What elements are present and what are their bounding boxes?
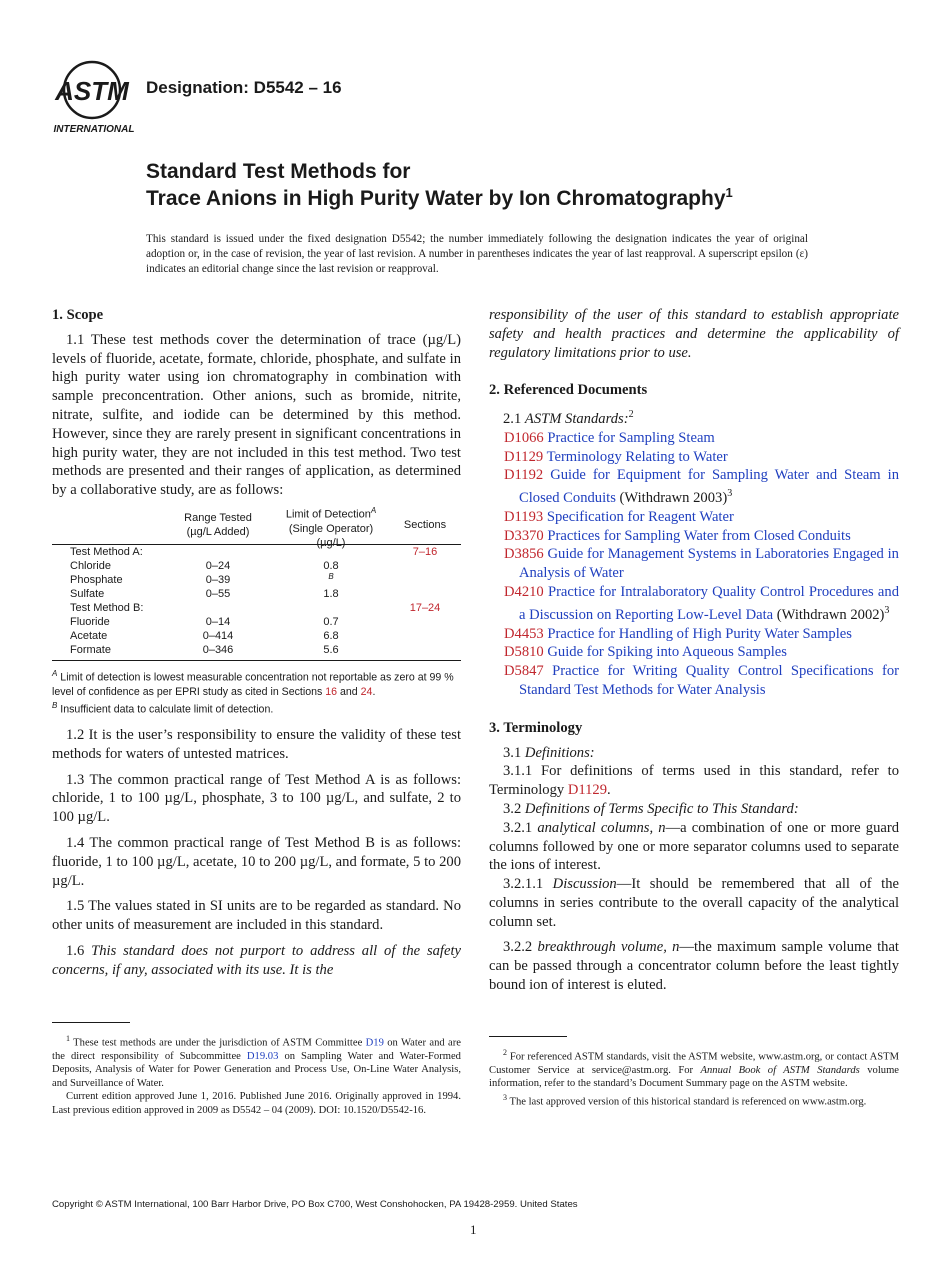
reference-code[interactable]: D5847 (504, 663, 544, 680)
footnote-3: $^3$ The last approved version of this historical standard is referenced on www.astm.org. (503, 1092, 867, 1108)
reference-title[interactable]: Practice for Intralaboratory Quality Control Procedures and a Discussion on Reporting Low-Level Data (519, 584, 900, 623)
reference-code[interactable]: D1129 (504, 448, 544, 465)
reference-item (489, 643, 899, 662)
ref-section-16[interactable]: 16 (325, 685, 338, 698)
reference-item (489, 583, 899, 624)
cell-analyte: Acetate (70, 629, 108, 642)
table-body (52, 545, 461, 657)
copyright: Copyright © ASTM International, 100 Barr Harbor Drive, PO Box C700, West Conshohocken, PA 19428-2959. United States (52, 1199, 578, 1210)
table-row (52, 601, 461, 615)
cell-analyte: Fluoride (70, 615, 110, 628)
cell-lod: 0.7 (323, 615, 339, 628)
reference-status: (Withdrawn 2003) (615, 490, 728, 507)
reference-code[interactable]: D4210 (504, 584, 544, 601)
astm-logo (52, 58, 136, 138)
page-number: 1 (470, 1222, 477, 1237)
th-range: Range Tested (µg/L Added) (184, 511, 252, 538)
para-3-1-1: 3.1.1 For definitions of terms used in this standard, refer to Terminology D1129. (489, 763, 899, 799)
reference-code[interactable]: D3856 (504, 546, 544, 563)
para-3-2-1: 3.2.1 analytical columns, n—a combination of one or more guard columns followed by one or more separator columns used to separate the ions of interest. (489, 819, 900, 874)
reference-item (489, 625, 899, 644)
cell-range: 0–55 (205, 587, 231, 600)
reference-code[interactable]: D3370 (504, 527, 544, 544)
reference-title[interactable]: Guide for Equipment for Sampling Water and Steam in Closed Conduits (519, 467, 900, 507)
cell-analyte: Phosphate (70, 573, 123, 586)
reference-item (489, 466, 899, 507)
cell-lod: 1.8 (323, 587, 339, 600)
para-1-2: 1.2 It is the user’s responsibility to ensure the validity of these test methods for waters of untested matrices. (52, 727, 461, 762)
cell-range: 0–24 (205, 559, 231, 572)
table-header (52, 505, 461, 549)
para-1-6: 1.6 This standard does not purport to address all of the safety concerns, if any, associated with its use. It is the (52, 943, 461, 978)
cell-analyte: Chloride (70, 559, 111, 572)
para-1-3: 1.3 The common practical range of Test Method A is as follows: chloride, 1 to 100 µg/L, phosphate, 3 to 100 µg/L, and sulfate, 2 to 100 µg/L. (52, 771, 461, 826)
reference-title[interactable]: Terminology Relating to Water (546, 448, 728, 465)
reference-item (489, 508, 899, 527)
designation: Designation: D5542 – 16 (146, 78, 342, 97)
referenced-heading: 2. Referenced Documents (489, 382, 648, 399)
th-lod: Limit of Detection$^A$ (Single Operator) (µg/L) (285, 505, 377, 549)
reference-title[interactable]: Specification for Reagent Water (546, 508, 734, 525)
title-line-1: Standard Test Methods for (146, 160, 411, 183)
reference-item (489, 527, 899, 546)
table-note-b: $^B$ Insufficient data to calculate limit of detection. (52, 700, 274, 716)
svg-text:INTERNATIONAL: INTERNATIONAL (53, 124, 135, 135)
footnotes-right (489, 1046, 899, 1109)
right-column (489, 306, 899, 995)
footnote-rule-left (52, 1022, 130, 1023)
ref-d1129[interactable]: D1129 (567, 782, 608, 799)
table-row (52, 545, 461, 559)
cell-lod: 6.8 (323, 629, 339, 642)
table-row (52, 629, 461, 643)
reference-code[interactable]: D4453 (504, 625, 544, 642)
title-line-2: Trace Anions in High Purity Water by Ion Chromatography$^1$ (146, 185, 733, 210)
cell-lod: 5.6 (323, 643, 339, 656)
cell-analyte: Test Method A: (70, 545, 143, 558)
table-row (52, 559, 461, 573)
scope-heading: 1. Scope (52, 307, 104, 323)
table-row (52, 573, 461, 587)
reference-footnote-ref[interactable]: 3 (727, 488, 733, 500)
cell-analyte: Formate (70, 643, 111, 656)
footnote-1-edition: Current edition approved June 1, 2016. Published June 2016. Originally approved in 1994. Last previous edition approved in 2009 as D5542 – 04 (2009). DOI: 10.1520/D5542-16. (52, 1091, 461, 1116)
reference-title[interactable]: Guide for Management Systems in Laboratories Engaged in Analysis of Water (519, 546, 899, 582)
para-1-6-cont: responsibility of the user of this standard to establish appropriate safety and health practices and determine the applicability of regulatory limitations prior to use. (489, 307, 899, 361)
para-2-1: 2.1 ASTM Standards:$^2$ (503, 409, 634, 428)
reference-code[interactable]: D1192 (504, 467, 544, 484)
para-1-4: 1.4 The common practical range of Test Method B is as follows: fluoride, 1 to 100 µg/L, acetate, 10 to 200 µg/L, and formate, 5 to 200 µg/L. (52, 835, 461, 889)
para-3-2-2: 3.2.2 breakthrough volume, n—the maximum sample volume that can be passed through a concentrator column before the least tightly bound ion of interest is eluted. (489, 939, 899, 994)
reference-item (489, 662, 899, 700)
para-3-2: 3.2 Definitions of Terms Specific to This Standard: (503, 800, 799, 817)
reference-title[interactable]: Guide for Spiking into Aqueous Samples (547, 644, 787, 661)
table-row (52, 615, 461, 629)
reference-title[interactable]: Practice for Writing Quality Control Specifications for Standard Test Methods for Water Analysis (519, 663, 899, 698)
footnotes-left (52, 1032, 461, 1117)
cell-range: 0–346 (202, 643, 234, 656)
footnote-1: $^1$ These test methods are under the jurisdiction of ASTM Committee D19 on Water and are the direct responsibility of Subcommittee D19.03 on Sampling Water and Water-Formed Deposits, Analysis of Water for Power Generation and Process Use, On-Line Water Analysis, and Surveillance of Water. (52, 1034, 461, 1089)
footnote-rule-right (489, 1036, 567, 1037)
para-1-5: 1.5 The values stated in SI units are to be regarded as standard. No other units of measurement are included in this standard. (52, 898, 461, 934)
table-row (52, 643, 461, 657)
table-note-a: $^A$ Limit of detection is lowest measurable concentration not reportable as zero at 99 % level of confidence as per EPRI study as cited in Sections 16 and 24. (52, 668, 454, 698)
para-3-2-1-1: 3.2.1.1 Discussion—It should be remembered that all of the columns in series contribute to the overall capacity of the analytical column set. (489, 876, 899, 930)
ref-section-24[interactable]: 24 (360, 685, 373, 698)
th-sections: Sections (403, 518, 447, 531)
cell-analyte: Sulfate (70, 587, 105, 600)
ref-committee-d19[interactable]: D19 (365, 1037, 384, 1049)
cell-range: 0–414 (202, 629, 234, 642)
footnote-2: $^2$ For referenced ASTM standards, visit the ASTM website, www.astm.org, or contact ASTM Customer Service at service@astm.org. For Annual Book of ASTM Standards volume information, refer to the standard’s Document Summary page on the ASTM website. (489, 1048, 900, 1090)
cell-range: 0–39 (205, 573, 231, 586)
reference-title[interactable]: Practices for Sampling Water from Closed Conduits (547, 527, 851, 544)
issue-note: This standard is issued under the fixed designation D5542; the number immediately following the designation indicates the year of original adoption or, in the case of revision, the year of last revision. A number in parentheses indicates the year of last reapproval. A superscript epsilon (ε) indicates an editorial change since the last revision or reapproval. (146, 233, 808, 275)
svg-text:ASTM: ASTM (55, 76, 129, 106)
reference-list (489, 429, 899, 700)
cell-analyte: Test Method B: (70, 601, 144, 614)
reference-status: (Withdrawn 2002) (773, 606, 885, 623)
cell-sections[interactable]: 17–24 (409, 601, 441, 614)
terminology-heading: 3. Terminology (489, 719, 583, 736)
left-column (52, 306, 461, 980)
reference-title[interactable]: Practice for Sampling Steam (547, 429, 715, 446)
cell-lod: B (328, 571, 334, 581)
para-1-1: 1.1 These test methods cover the determination of trace (µg/L) levels of fluoride, acetate, formate, chloride, phosphate, and sulfate in high purity water using ion chromatography in combination with sample preconcentration. Other anions, such as bromide, nitrite, nitrate, sulfite, and iodide can be determined by this method. However, since they are rarely present in significant concentrations in high purity water, they are not included in this test method. Two test methods are presented and their ranges of application, as determined by a collaborative study, are as follows: (52, 331, 461, 499)
cell-lod: 0.8 (323, 559, 339, 572)
ref-subcommittee-d19-03[interactable]: D19.03 (246, 1050, 279, 1062)
reference-item (489, 448, 899, 467)
cell-sections[interactable]: 7–16 (412, 545, 438, 558)
reference-item (489, 545, 899, 583)
para-3-1: 3.1 Definitions: (503, 744, 595, 761)
reference-footnote-ref[interactable]: 3 (884, 604, 890, 616)
title-footnote-ref[interactable]: 1 (725, 185, 733, 200)
table-row (52, 587, 461, 601)
range-table (52, 505, 461, 716)
reference-code[interactable]: D1066 (504, 429, 544, 446)
reference-item (489, 429, 899, 448)
cell-range: 0–14 (205, 615, 231, 628)
reference-code[interactable]: D1193 (504, 508, 544, 525)
reference-title[interactable]: Practice for Handling of High Purity Water Samples (547, 625, 852, 642)
reference-code[interactable]: D5810 (504, 644, 544, 661)
